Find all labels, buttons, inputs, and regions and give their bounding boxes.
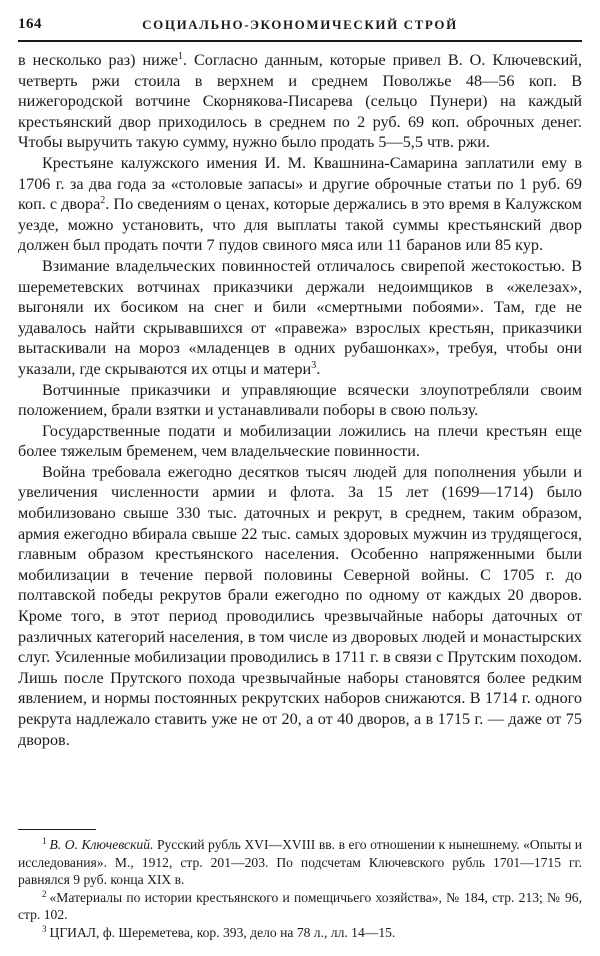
paragraph-text: Вотчинные приказчики и управляющие всячески злоупотребляли своим положением, брали взятки и устанавливали поборы в свою пользу. bbox=[18, 380, 582, 420]
footnote-rule bbox=[18, 829, 96, 830]
paragraph-text: Крестьяне калужского имения И. М. Квашнина-Самарина заплатили ему в 1706 г. за два года за «столовые запасы» и другие оброчные статьи по 1 руб. 69 коп. с двора bbox=[18, 153, 582, 214]
paragraph-text: . bbox=[316, 359, 321, 378]
page-header bbox=[18, 14, 582, 38]
paragraph-text: Государственные подати и мобилизации ложились на плечи крестьян еще более тяжелым бременем, чем владельческие повинности. bbox=[18, 421, 582, 461]
footnote-text: Русский рубль XVI—XVIII вв. в его отношении к нынешнему. «Опыты и исследования». М., 1912, стр. 201—203. По подсчетам Ключевского рубль 1701—1715 гг. равнялся 9 руб. конца XIX в. bbox=[18, 837, 582, 887]
body-paragraph bbox=[18, 462, 582, 750]
footnote-mark: 2 bbox=[42, 888, 47, 899]
running-title: СОЦИАЛЬНО-ЭКОНОМИЧЕСКИЙ СТРОЙ bbox=[142, 17, 458, 32]
header-rule bbox=[18, 40, 582, 42]
body-paragraph bbox=[18, 50, 582, 153]
footnote-reference[interactable]: 1 bbox=[177, 51, 183, 62]
footnotes bbox=[18, 836, 582, 941]
page-number: 164 bbox=[18, 16, 42, 32]
body-paragraph bbox=[18, 153, 582, 256]
body-paragraph bbox=[18, 421, 582, 462]
footnote bbox=[18, 836, 582, 889]
paragraph-text: . По сведениям о ценах, которые держались в это время в Калужском уезде, можно установить, что для выплаты такой суммы крестьянский двор должен был продать почти 7 пудов свиного мяса или 11 баранов или 85 кур. bbox=[18, 195, 582, 255]
main-text bbox=[18, 50, 582, 750]
paragraph-text: Война требовала ежегодно десятков тысяч людей для пополнения убыли и увеличения численности армии и флота. За 15 лет (1699—1714) было мобилизовано свыше 330 тыс. даточных и рекрут, в среднем, таким образом, армия ежегодно вбирала свыше 22 тыс. самых здоровых мужчин из трудящегося, главным образом крестьянского населения. Особенно напряженными были мобилизации в течение первой половины Северной войны. С 1705 г. до полтавской победы рекрутов брали ежегодно по одному от каждых 20 дворов. Кроме того, в этот период проводились чрезвычайные наборы даточных от различных категорий населения, в том числе из дворовых людей и монастырских слуг. Усиленные мобилизации проводились в 1711 г. в связи с Прутским походом. Лишь после Прутского похода чрезвычайные наборы становятся более редким явлением, и нормы постоянных рекрутских наборов снижаются. В 1714 г. одного рекрута надлежало ставить уже не от 20, а от 40 дворов, а в 1715 г. — даже от 75 дворов. bbox=[18, 462, 582, 749]
footnote-text: «Материалы по истории крестьянского и помещичьего хозяйства», № 184, стр. 213; № 96, стр. 102. bbox=[18, 889, 582, 922]
paragraph-text: . Согласно данным, которые привел В. О. Ключевский, четверть ржи стоила в верхнем и среднем Поволжье 48—56 коп. В нижегородской вотчине Скорнякова-Писарева (сельцо Пунери) на каждый крестьянский двор приходилось в среднем по 2 руб. 69 коп. оброчных денег. Чтобы выручить такую сумму, нужно было продать 5—5,5 чтв. ржи. bbox=[18, 51, 582, 152]
footnote bbox=[18, 924, 582, 942]
body-paragraph bbox=[18, 256, 582, 380]
footnote-reference[interactable]: 3 bbox=[311, 359, 317, 371]
footnote bbox=[18, 889, 582, 924]
paragraph-text: Взимание владельческих повинностей отличалось свирепой жестокостью. В шереметевских вотчинах приказчики держали недоимщиков в «железах», выгоняли их босиком на снег и били «смертными побоями». Там, где не удавалось найти скрывавшихся от «правежа» взрослых крестьян, приказчики вытаскивали на мороз «младенцев в одних рубашонках», требуя, чтобы они указали, где скрываются их отцы и матери bbox=[18, 256, 582, 378]
paragraph-text: в несколько раз) ниже bbox=[18, 51, 178, 69]
footnote-reference[interactable]: 2 bbox=[100, 195, 106, 207]
footnote-text: ЦГИАЛ, ф. Шереметева, кор. 393, дело на 78 л., лл. 14—15. bbox=[49, 924, 396, 940]
footnote-mark: 1 bbox=[42, 836, 47, 846]
footnote-mark: 3 bbox=[42, 923, 47, 934]
footnote-author: В. О. Ключевский. bbox=[49, 837, 154, 852]
body-paragraph bbox=[18, 380, 582, 421]
